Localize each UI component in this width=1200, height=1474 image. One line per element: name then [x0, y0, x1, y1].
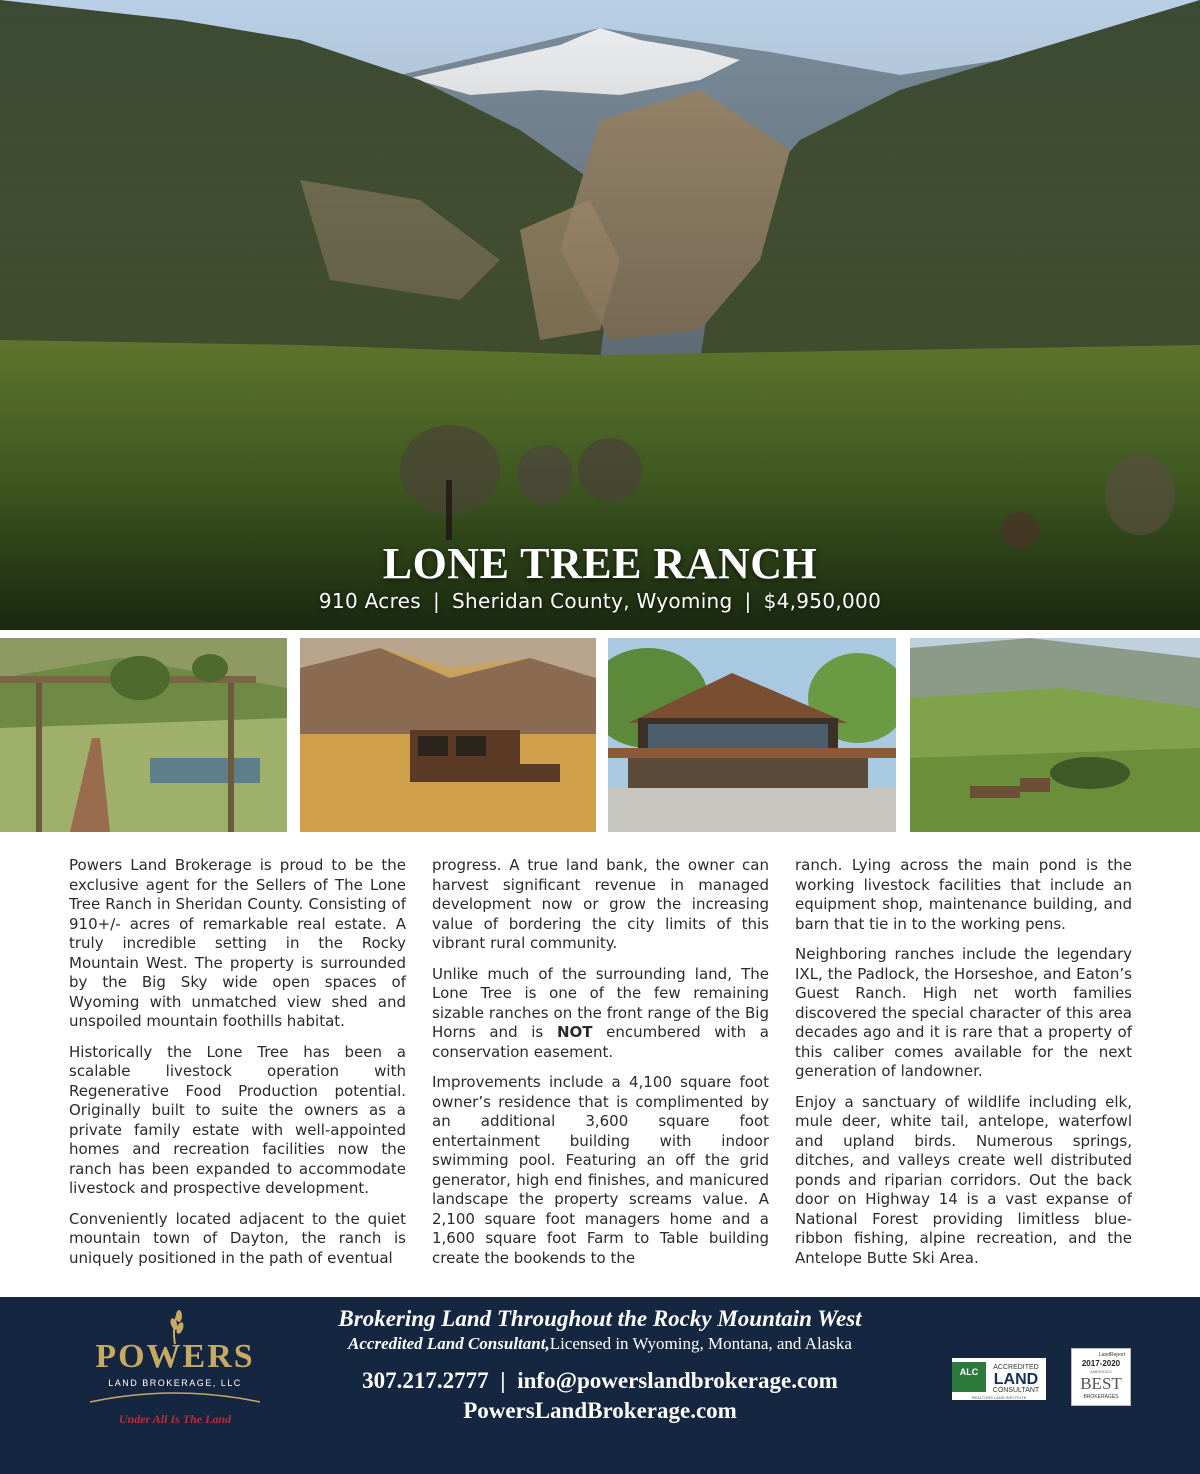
gate-road-photo	[0, 638, 287, 832]
emphasis-text: NOT	[556, 1023, 593, 1041]
best-main: BEST	[1080, 1374, 1122, 1393]
acres-label: 910 Acres	[318, 589, 421, 613]
mountain-landscape-image	[0, 0, 1200, 630]
best-line: AMERICA'S	[1090, 1369, 1112, 1374]
paragraph: Conveniently located adjacent to the quiet mountain town of Dayton, the ranch is uniquely positioned in the path of eventual	[69, 1209, 406, 1267]
separator: |	[432, 589, 441, 613]
description-column-2	[432, 856, 769, 1279]
best-brokerages-badge	[1071, 1348, 1131, 1406]
alc-abbr: ALC	[959, 1367, 979, 1377]
paragraph: ranch. Lying across the main pond is the working livestock facilities that include an equipment shop, maintenance building, and barn that tie in to the working pens.	[795, 856, 1132, 933]
separator: |	[744, 589, 752, 613]
paragraph: Historically the Lone Tree has been a scalable livestock operation with Regenerative Food Production potential. Originally built to suite the owners as a private family estate with well-appointed homes and recreation facilities now the ranch has been expanded to accommodate livestock and prospective development.	[69, 1042, 406, 1197]
licensing-text: Licensed in Wyoming, Montana, and Alaska	[549, 1334, 852, 1353]
paragraph	[432, 965, 769, 1063]
paragraph: progress. A true land bank, the owner can harvest significant revenue in managed development now or grow the increasing value of bordering the city limits of this vibrant rural community.	[432, 856, 769, 952]
best-sub: BROKERAGES	[1083, 1394, 1119, 1400]
logo-motto: Under All Is The Land	[118, 1412, 232, 1426]
vintage-truck-photo	[300, 638, 596, 832]
separator: |	[500, 1368, 506, 1393]
price-label: $4,950,000	[763, 589, 882, 613]
accreditation-line	[300, 1334, 900, 1354]
property-title: LONE TREE RANCH	[382, 539, 818, 588]
logo-wordmark: POWERS	[95, 1338, 255, 1375]
description-column-1	[69, 856, 406, 1279]
paragraph: Enjoy a sanctuary of wildlife including elk, mule deer, white tail, antelope, waterfowl and upland birds. Numerous springs, ditches, and valleys create well distributed ponds and riparian corridors. Out the back door on Highway 14 is a vast expanse of National Forest providing limitless blue-ribbon fishing, alpine recreation, and the Antelope Butte Ski Area.	[795, 1092, 1132, 1267]
description-column-3	[795, 856, 1132, 1279]
accreditation-title: Accredited Land Consultant,	[348, 1334, 550, 1353]
footer-tagline: Brokering Land Throughout the Rocky Mountain West	[338, 1306, 862, 1331]
website-link[interactable]: PowersLandBrokerage.com	[463, 1398, 737, 1423]
phone-link[interactable]: 307.217.2777	[362, 1368, 489, 1393]
paragraph: Neighboring ranches include the legendary IXL, the Padlock, the Horseshoe, and Eaton’s Guest Ranch. High net worth families discovered the special character of this area decades ago and it is rare that a property of this caliber comes available for the next generation of landowner.	[795, 945, 1132, 1080]
county-label: Sheridan County, Wyoming	[452, 589, 733, 613]
hero-photo	[0, 0, 1200, 630]
alc-badge	[952, 1358, 1046, 1400]
paragraph: Powers Land Brokerage is proud to be the exclusive agent for the Sellers of The Lone Tree Ranch in Sheridan County. Consisting of 910+/- acres of remarkable real estate. A truly incredible setting in the Rocky Mountain West. The property is surrounded by the Big Sky wide open spaces of Wyoming with unmatched view shed and unspoiled mountain foothills habitat.	[69, 856, 406, 1030]
text-segment: Unlike much of the surrounding land, The Lone Tree is one of the few remaining sizable ranches on the front range of the Big Horns and is	[432, 964, 769, 1041]
logo-swoosh	[80, 1388, 270, 1412]
property-summary	[0, 589, 1200, 613]
lodge-residence-photo	[608, 638, 896, 832]
email-link[interactable]: info@powerslandbrokerage.com	[517, 1368, 838, 1393]
alc-bottom: CONSULTANT	[992, 1387, 1040, 1394]
valley-homestead-photo	[910, 638, 1200, 832]
alc-top: ACCREDITED	[993, 1364, 1039, 1371]
logo-subtitle: LAND BROKERAGE, LLC	[108, 1378, 242, 1388]
alc-institute: REALTORS LAND INSTITUTE	[971, 1395, 1027, 1400]
best-source: LandReport	[1098, 1352, 1126, 1358]
paragraph: Improvements include a 4,100 square foot owner’s residence that is complimented by an additional 3,600 square foot entertainment building with indoor swimming pool. Featuring an off the grid generator, high end finishes, and manicured landscape the property screams value. A 2,100 square foot managers home and a 1,600 square foot Farm to Table building create the bookends to the	[432, 1073, 769, 1267]
alc-main: LAND	[993, 1371, 1039, 1388]
text-segment: encumbered with a conservation easement.	[432, 1023, 769, 1061]
best-years: 2017-2020	[1081, 1359, 1121, 1368]
contact-line	[300, 1368, 900, 1394]
powers-logo	[80, 1308, 270, 1433]
